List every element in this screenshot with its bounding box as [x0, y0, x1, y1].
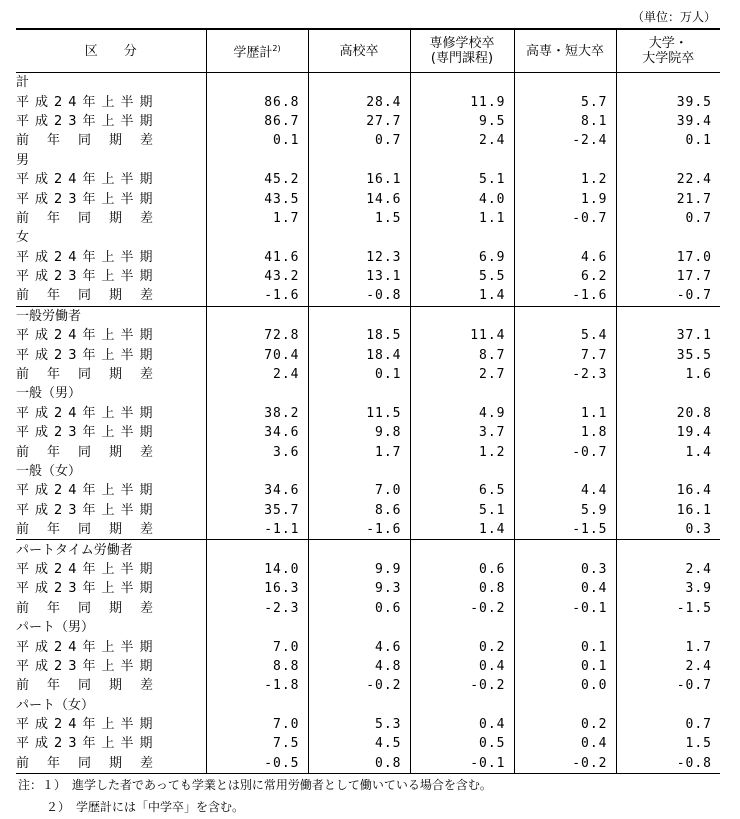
value-cell: 34.6	[206, 423, 308, 442]
value-cell: 4.8	[308, 657, 410, 676]
table-row	[16, 131, 720, 150]
value-cell	[514, 462, 616, 481]
header-college: 高専・短大卒	[514, 29, 616, 73]
value-cell: -1.8	[206, 676, 308, 695]
table-row	[16, 170, 720, 189]
value-cell: 8.7	[410, 345, 514, 364]
value-cell	[616, 151, 720, 170]
value-cell	[410, 228, 514, 247]
value-cell	[308, 228, 410, 247]
value-cell: -2.3	[206, 599, 308, 618]
table-row	[16, 306, 720, 326]
row-label: 平成24年上半期	[16, 94, 159, 110]
value-cell: 41.6	[206, 248, 308, 267]
table-body	[16, 73, 720, 774]
value-cell: 0.1	[616, 131, 720, 150]
value-cell: 9.3	[308, 579, 410, 598]
value-cell: 16.3	[206, 579, 308, 598]
value-cell: 5.7	[514, 92, 616, 111]
value-cell: 0.0	[514, 676, 616, 695]
row-label: 平成23年上半期	[16, 191, 159, 207]
table-row	[16, 540, 720, 560]
value-cell	[206, 306, 308, 326]
row-label: 計	[16, 75, 30, 91]
row-label: 前年同期差	[16, 288, 172, 304]
value-cell: -1.5	[514, 520, 616, 540]
row-label: 平成23年上半期	[16, 658, 159, 674]
value-cell: -0.7	[616, 676, 720, 695]
value-cell: 5.3	[308, 715, 410, 734]
value-cell: 5.1	[410, 170, 514, 189]
value-cell: 72.8	[206, 326, 308, 345]
value-cell: -0.7	[514, 442, 616, 461]
row-label: 平成23年上半期	[16, 113, 159, 129]
value-cell	[616, 696, 720, 715]
value-cell: 7.0	[308, 481, 410, 500]
value-cell	[308, 306, 410, 326]
value-cell	[308, 151, 410, 170]
value-cell: 0.6	[410, 560, 514, 579]
value-cell: 4.6	[308, 637, 410, 656]
value-cell	[206, 618, 308, 637]
value-cell: -0.8	[616, 754, 720, 774]
value-cell: 4.9	[410, 404, 514, 423]
header-highschool: 高校卒	[308, 29, 410, 73]
row-label: 平成23年上半期	[16, 347, 159, 363]
value-cell: -1.6	[308, 520, 410, 540]
table-row	[16, 151, 720, 170]
table-row	[16, 579, 720, 598]
row-label: パート（男）	[16, 620, 95, 636]
value-cell	[206, 696, 308, 715]
row-label: 平成23年上半期	[16, 581, 159, 597]
value-cell: -0.5	[206, 754, 308, 774]
table-row	[16, 676, 720, 695]
table-row	[16, 599, 720, 618]
value-cell: 0.3	[616, 520, 720, 540]
value-cell	[514, 696, 616, 715]
value-cell	[206, 384, 308, 403]
value-cell: 2.4	[616, 560, 720, 579]
value-cell: 86.7	[206, 112, 308, 131]
value-cell: 0.5	[410, 734, 514, 753]
value-cell	[616, 384, 720, 403]
value-cell: 39.5	[616, 92, 720, 111]
value-cell: 5.1	[410, 501, 514, 520]
value-cell: 1.9	[514, 189, 616, 208]
value-cell: 7.5	[206, 734, 308, 753]
table-row	[16, 248, 720, 267]
row-label: 平成23年上半期	[16, 736, 159, 752]
value-cell: -0.2	[308, 676, 410, 695]
value-cell: 0.8	[410, 579, 514, 598]
value-cell: 1.2	[514, 170, 616, 189]
value-cell: 22.4	[616, 170, 720, 189]
value-cell: 16.4	[616, 481, 720, 500]
value-cell: 0.4	[514, 734, 616, 753]
value-cell	[410, 73, 514, 93]
row-label: 前年同期差	[16, 210, 172, 226]
row-label: 一般（女）	[16, 464, 82, 479]
value-cell: 18.5	[308, 326, 410, 345]
table-row	[16, 365, 720, 384]
value-cell: 27.7	[308, 112, 410, 131]
education-table	[16, 28, 720, 774]
value-cell: -1.1	[206, 520, 308, 540]
value-cell	[514, 306, 616, 326]
value-cell: 14.0	[206, 560, 308, 579]
header-category: 区 分	[16, 29, 206, 73]
value-cell: 0.8	[308, 754, 410, 774]
value-cell: 3.7	[410, 423, 514, 442]
value-cell	[514, 540, 616, 560]
table-row	[16, 384, 720, 403]
value-cell: 0.6	[308, 599, 410, 618]
table-row	[16, 754, 720, 774]
value-cell: 20.8	[616, 404, 720, 423]
value-cell: 11.9	[410, 92, 514, 111]
table-row	[16, 520, 720, 540]
value-cell: 0.1	[514, 637, 616, 656]
value-cell: -0.2	[514, 754, 616, 774]
value-cell: 4.6	[514, 248, 616, 267]
value-cell	[206, 462, 308, 481]
value-cell: 9.5	[410, 112, 514, 131]
value-cell: 7.0	[206, 715, 308, 734]
value-cell: 7.0	[206, 637, 308, 656]
row-label: 平成24年上半期	[16, 405, 159, 421]
value-cell: 2.4	[410, 131, 514, 150]
table-row	[16, 189, 720, 208]
table-row	[16, 696, 720, 715]
value-cell: 17.0	[616, 248, 720, 267]
value-cell: 2.4	[616, 657, 720, 676]
table-row	[16, 267, 720, 286]
value-cell: 6.9	[410, 248, 514, 267]
value-cell: 6.2	[514, 267, 616, 286]
value-cell	[616, 540, 720, 560]
table-row	[16, 462, 720, 481]
header-total: 学歴計$^{2)}$	[206, 29, 308, 73]
row-label: 前年同期差	[16, 754, 206, 774]
row-label: 平成24年上半期	[16, 639, 159, 655]
value-cell: 1.7	[616, 637, 720, 656]
value-cell: 0.4	[514, 579, 616, 598]
value-cell: 1.7	[308, 442, 410, 461]
row-label: 平成23年上半期	[16, 269, 159, 285]
header-row	[16, 29, 720, 73]
value-cell	[616, 462, 720, 481]
table-row	[16, 326, 720, 345]
footnotes	[18, 774, 492, 818]
row-label: 平成23年上半期	[16, 502, 159, 518]
value-cell: 43.5	[206, 189, 308, 208]
value-cell: 5.5	[410, 267, 514, 286]
value-cell: 11.4	[410, 326, 514, 345]
value-cell: 0.2	[410, 637, 514, 656]
value-cell: 0.4	[410, 657, 514, 676]
value-cell: 14.6	[308, 189, 410, 208]
table-row	[16, 345, 720, 364]
row-label: パート（女）	[16, 697, 95, 713]
value-cell: 37.1	[616, 326, 720, 345]
table-row	[16, 637, 720, 656]
value-cell: 9.9	[308, 560, 410, 579]
value-cell: 1.1	[410, 209, 514, 228]
table-row	[16, 501, 720, 520]
value-cell	[410, 696, 514, 715]
value-cell: 38.2	[206, 404, 308, 423]
value-cell: 16.1	[616, 501, 720, 520]
table-row	[16, 228, 720, 247]
table-row	[16, 209, 720, 228]
value-cell: -0.7	[616, 286, 720, 306]
value-cell: 16.1	[308, 170, 410, 189]
value-cell: 1.2	[410, 442, 514, 461]
row-label: 平成24年上半期	[16, 717, 159, 733]
value-cell	[616, 228, 720, 247]
value-cell: 4.5	[308, 734, 410, 753]
value-cell	[514, 73, 616, 93]
value-cell	[308, 696, 410, 715]
value-cell: 17.7	[616, 267, 720, 286]
value-cell: 2.7	[410, 365, 514, 384]
table-row	[16, 286, 720, 306]
value-cell: 1.5	[308, 209, 410, 228]
value-cell	[206, 73, 308, 93]
row-label: 平成24年上半期	[16, 328, 159, 344]
value-cell: 1.4	[410, 286, 514, 306]
value-cell: 13.1	[308, 267, 410, 286]
footnote-2: ２） 学歴計には「中学卒」を含む。	[46, 800, 245, 814]
value-cell	[308, 462, 410, 481]
value-cell: 11.5	[308, 404, 410, 423]
row-label: 平成24年上半期	[16, 483, 159, 499]
value-cell: 8.6	[308, 501, 410, 520]
value-cell: 18.4	[308, 345, 410, 364]
value-cell: 6.5	[410, 481, 514, 500]
table-row	[16, 404, 720, 423]
value-cell: 19.4	[616, 423, 720, 442]
value-cell: 5.9	[514, 501, 616, 520]
value-cell	[514, 228, 616, 247]
value-cell: 1.7	[206, 209, 308, 228]
value-cell	[514, 151, 616, 170]
value-cell	[616, 618, 720, 637]
value-cell: -2.3	[514, 365, 616, 384]
value-cell: 1.6	[616, 365, 720, 384]
table-row	[16, 92, 720, 111]
table-row	[16, 618, 720, 637]
table-row	[16, 112, 720, 131]
row-label: 平成24年上半期	[16, 249, 159, 265]
value-cell: 0.2	[514, 715, 616, 734]
value-cell: 0.1	[206, 131, 308, 150]
value-cell: 0.4	[410, 715, 514, 734]
value-cell: 28.4	[308, 92, 410, 111]
value-cell: 1.5	[616, 734, 720, 753]
value-cell	[308, 540, 410, 560]
value-cell	[410, 540, 514, 560]
value-cell	[616, 73, 720, 93]
value-cell	[308, 384, 410, 403]
row-label: 一般労働者	[16, 306, 206, 326]
value-cell: -2.4	[514, 131, 616, 150]
value-cell: 0.7	[308, 131, 410, 150]
value-cell: 1.1	[514, 404, 616, 423]
table-row	[16, 560, 720, 579]
value-cell: 0.7	[616, 209, 720, 228]
value-cell	[206, 151, 308, 170]
value-cell: 9.8	[308, 423, 410, 442]
value-cell: 0.1	[514, 657, 616, 676]
row-label: 平成24年上半期	[16, 172, 159, 188]
row-label: パートタイム労働者	[16, 540, 206, 560]
value-cell: 0.7	[616, 715, 720, 734]
value-cell: 5.4	[514, 326, 616, 345]
table-row	[16, 423, 720, 442]
table-row	[16, 481, 720, 500]
table-row	[16, 73, 720, 93]
row-label: 一般（男）	[16, 386, 82, 402]
value-cell: 86.8	[206, 92, 308, 111]
row-label: 前年同期差	[16, 444, 172, 460]
value-cell: 12.3	[308, 248, 410, 267]
row-label: 女	[16, 230, 30, 246]
table-row	[16, 715, 720, 734]
value-cell: 7.7	[514, 345, 616, 364]
value-cell: -0.2	[410, 599, 514, 618]
row-label: 平成23年上半期	[16, 425, 159, 441]
header-university: 大学・ 大学院卒	[616, 29, 720, 73]
value-cell: 3.6	[206, 442, 308, 461]
value-cell	[410, 384, 514, 403]
value-cell	[410, 618, 514, 637]
value-cell: 35.7	[206, 501, 308, 520]
value-cell: -0.2	[410, 676, 514, 695]
row-label: 平成24年上半期	[16, 561, 159, 577]
value-cell: 8.8	[206, 657, 308, 676]
table-row	[16, 657, 720, 676]
value-cell: -1.5	[616, 599, 720, 618]
value-cell: -1.6	[206, 286, 308, 306]
value-cell: 4.4	[514, 481, 616, 500]
table-row	[16, 734, 720, 753]
unit-label: （単位：万人）	[631, 10, 716, 24]
row-label: 前年同期差	[16, 600, 172, 616]
value-cell: -0.7	[514, 209, 616, 228]
value-cell: 34.6	[206, 481, 308, 500]
value-cell: 39.4	[616, 112, 720, 131]
value-cell	[410, 306, 514, 326]
row-label: 前年同期差	[16, 367, 172, 383]
value-cell	[514, 384, 616, 403]
value-cell	[616, 306, 720, 326]
table-row	[16, 442, 720, 461]
value-cell: 43.2	[206, 267, 308, 286]
value-cell: -0.8	[308, 286, 410, 306]
value-cell	[308, 73, 410, 93]
value-cell	[206, 540, 308, 560]
value-cell: 45.2	[206, 170, 308, 189]
row-label: 男	[16, 152, 30, 168]
value-cell: 4.0	[410, 189, 514, 208]
value-cell	[410, 151, 514, 170]
value-cell: -0.1	[410, 754, 514, 774]
row-label: 前年同期差	[16, 678, 172, 694]
header-vocational: 専修学校卒 (専門課程)	[410, 29, 514, 73]
value-cell	[410, 462, 514, 481]
value-cell: 70.4	[206, 345, 308, 364]
value-cell: -1.6	[514, 286, 616, 306]
value-cell: 0.3	[514, 560, 616, 579]
value-cell: 0.1	[308, 365, 410, 384]
row-label: 前年同期差	[16, 522, 172, 538]
row-label: 前年同期差	[16, 133, 172, 149]
value-cell: 35.5	[616, 345, 720, 364]
value-cell: 21.7	[616, 189, 720, 208]
footnote-1: 注：１） 進学した者であっても学業とは別に常用労働者として働いている場合を含む。	[18, 778, 492, 792]
value-cell: -0.1	[514, 599, 616, 618]
value-cell: 3.9	[616, 579, 720, 598]
value-cell	[514, 618, 616, 637]
value-cell: 2.4	[206, 365, 308, 384]
value-cell: 1.8	[514, 423, 616, 442]
value-cell: 8.1	[514, 112, 616, 131]
value-cell: 1.4	[410, 520, 514, 540]
value-cell	[308, 618, 410, 637]
value-cell: 1.4	[616, 442, 720, 461]
value-cell	[206, 228, 308, 247]
